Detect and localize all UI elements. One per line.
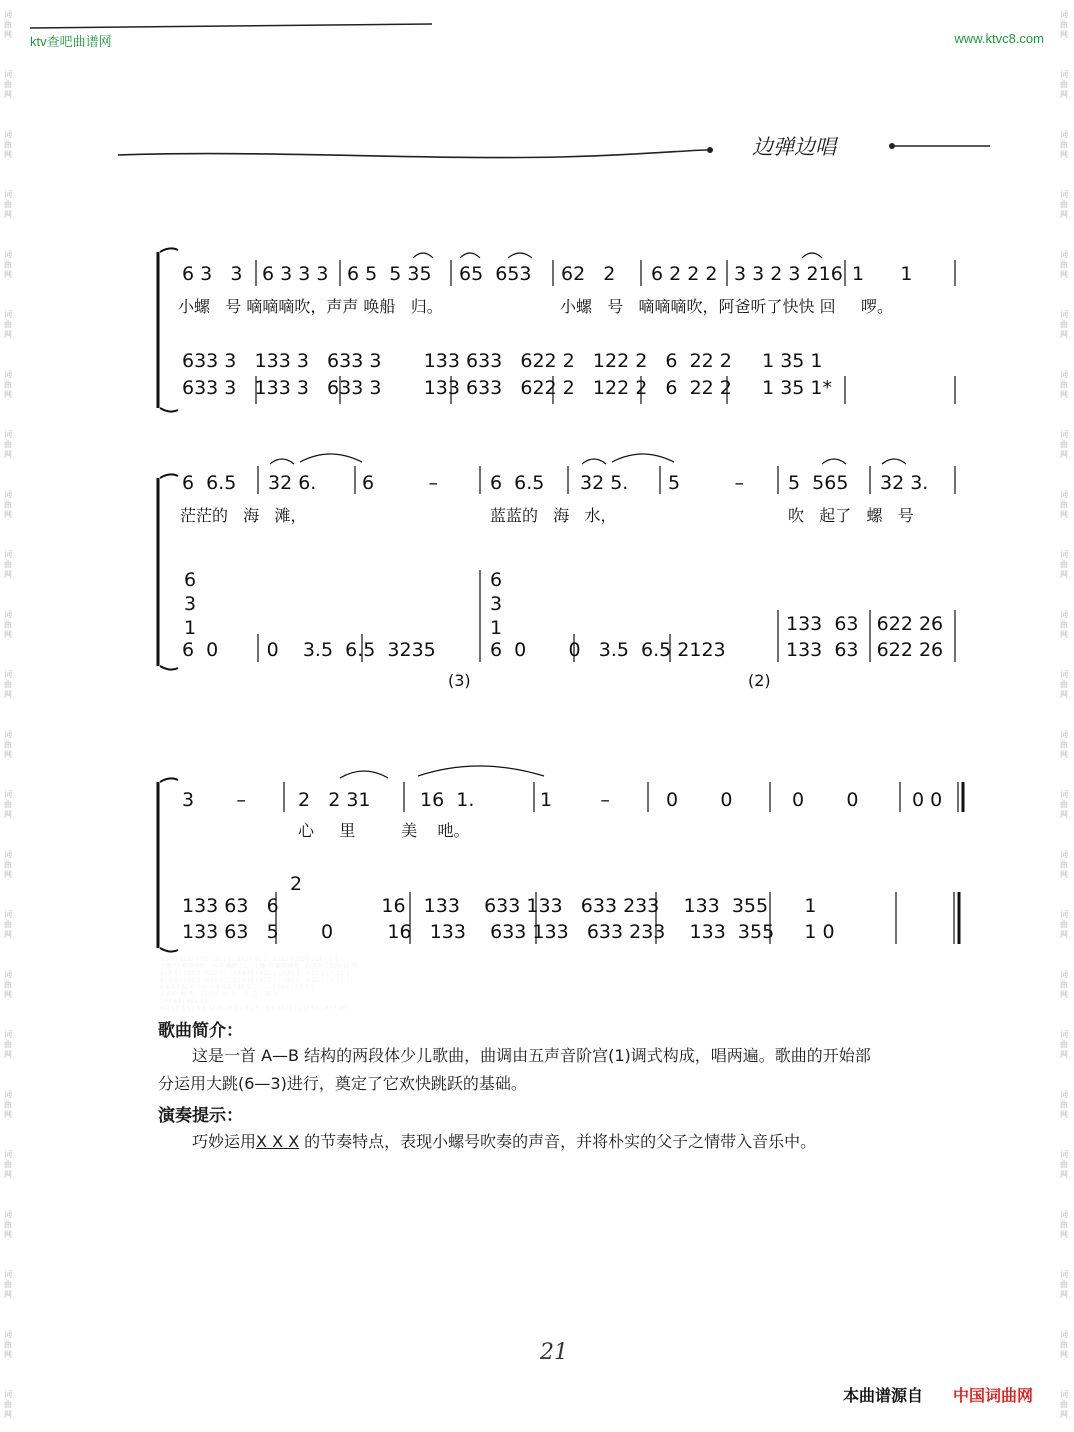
s2-melody: 6 6.5 | 32 6. | 6 - | 6 6.5 | 32 5. | 5 - | 5 565 | 32 3. | [160,984,315,991]
svg-text:6 3 3 3: 6 3 3 3 [262,263,329,285]
side-watermark-text: 词曲网 [4,670,12,699]
side-watermark-text: 词曲网 [4,1150,12,1179]
side-watermark-text: 词曲网 [1060,250,1068,279]
svg-text:6 –: 6 – [362,472,438,494]
side-watermark-text: 词曲网 [1060,1390,1068,1419]
svg-text:16 1.: 16 1. [420,789,475,811]
svg-text:1: 1 [490,617,503,639]
intro-line-2: 分运用大跳(6—3)进行，奠定了它欢快跳跃的基础。 [158,1074,527,1093]
svg-text:6 6.5: 6 6.5 [490,472,545,494]
tips-rhythm: X X X [256,1132,300,1151]
side-watermark-text: 词曲网 [1060,730,1068,759]
svg-text:0 0: 0 0 [666,789,733,811]
side-watermark-text: 词曲网 [4,10,12,39]
side-watermark-text: 词曲网 [4,790,12,819]
svg-text:5 –: 5 – [668,472,744,494]
svg-text:65 653: 65 653 [459,263,532,285]
svg-text:32 3.: 32 3. [880,472,929,494]
side-watermark-text: 词曲网 [4,190,12,219]
side-watermark-text: 词曲网 [4,250,12,279]
svg-text:0 0: 0 0 [912,789,943,811]
score-text-data [160,956,960,1012]
side-watermark-text: 词曲网 [1060,430,1068,459]
side-watermark-text: 词曲网 [1060,490,1068,519]
svg-text:(2): (2) [748,671,771,690]
svg-text:133 63 6 16: 133 63 6 16 133 633 133 633 233 133 355 1 [182,895,817,917]
svg-text:62 2: 62 2 [561,263,616,285]
side-watermark-text: 词曲网 [4,430,12,459]
svg-text:3: 3 [490,593,503,615]
svg-text:小螺 号 嘀嘀嘀吹，阿爸听了快快 回 啰。: 小螺 号 嘀嘀嘀吹，阿爸听了快快 回 啰。 [560,297,894,316]
svg-text:133 63 5 0 16: 133 63 5 0 16 133 633 133 633 233 133 355 1 0 [182,921,835,943]
side-watermark-text: 词曲网 [4,1330,12,1359]
s1-accomp-lower: 633 3 | 133 3 | 633 3 | 133 633 | 622 2 | 122 2 | 6 22 2 | 1 35 1* [160,977,353,984]
svg-text:1 1: 1 1 [852,263,913,285]
side-watermark-text: 词曲网 [4,850,12,879]
side-watermark-text: 词曲网 [4,550,12,579]
system-2 [158,454,955,690]
svg-text:6: 6 [184,569,197,591]
s1-lyrics: 小螺 号 嘀嘀嘀吹，声声 唤船 归。 小螺 号 嘀嘀嘀吹，阿爸听了快快 回 啰。 [160,963,364,970]
tips-line [192,1128,972,1156]
watermark-right: www.ktvc8.com [954,31,1044,46]
side-watermark-text: 词曲网 [4,1030,12,1059]
intro-line-1: 这是一首 A—B 结构的两段体少儿歌曲，曲调由五声音阶宫(1)调式构成，唱两遍。歌曲的开始部 [192,1046,871,1065]
side-watermark-text: 词曲网 [1060,790,1068,819]
svg-text:2: 2 [290,873,303,895]
svg-text:6 5 5 35: 6 5 5 35 [347,263,432,285]
s2-accomp-upper: 133 63 | 622 26 [160,998,208,1005]
svg-text:0 0: 0 0 [792,789,859,811]
side-watermark-text: 词曲网 [1060,370,1068,399]
side-watermark-text: 词曲网 [4,1210,12,1239]
source-label: 本曲谱源自 [843,1386,924,1405]
side-watermark-text: 词曲网 [1060,1210,1068,1239]
svg-text:5 565: 5 565 [788,472,849,494]
side-watermark-text: 词曲网 [1060,310,1068,339]
tips-suffix: 的节奏特点，表现小螺号吹奏的声音，并将朴实的父子之情带入音乐中。 [304,1132,817,1151]
svg-text:133 63 622 26: 133 63 622 26 [786,613,944,635]
svg-text:6 3 3: 6 3 3 [182,263,243,285]
side-watermark-text: 词曲网 [1060,970,1068,999]
svg-text:1 –: 1 – [540,789,610,811]
side-watermark-text: 词曲网 [4,1270,12,1299]
tips-prefix: 巧妙运用 [192,1132,257,1151]
svg-text:6 2 2 2: 6 2 2 2 [651,263,718,285]
side-watermark-text: 词曲网 [4,310,12,339]
side-watermark-text: 词曲网 [1060,70,1068,99]
side-watermark-text: 词曲网 [1060,1090,1068,1119]
side-watermark-text: 词曲网 [4,1390,12,1419]
svg-text:蓝蓝的 海 水，: 蓝蓝的 海 水， [490,506,617,525]
side-watermark-text: 词曲网 [1060,550,1068,579]
svg-text:3 3 2 3 216: 3 3 2 3 216 [734,263,843,285]
side-watermark-text: 词曲网 [1060,610,1068,639]
side-watermark-text: 词曲网 [4,370,12,399]
side-watermark-text: 词曲网 [4,910,12,939]
side-watermark-text: 词曲网 [1060,850,1068,879]
side-watermark-text: 词曲网 [4,730,12,759]
side-watermark-text: 词曲网 [4,130,12,159]
side-watermark-text: 词曲网 [4,490,12,519]
source-name: 中国词曲网 [953,1386,1034,1405]
intro-heading: 歌曲简介： [158,1021,243,1041]
svg-text:32 5.: 32 5. [580,472,629,494]
side-watermark-text: 词曲网 [1060,1030,1068,1059]
svg-text:2 2 31: 2 2 31 [298,789,371,811]
svg-text:6 0 0 3.5 6.5 323: 6 0 0 3.5 6.5 3235 [182,639,436,661]
svg-text:6 0 0 3.5 6.5 2123: 6 0 0 3.5 6.5 2123 [490,639,726,661]
tips-heading: 演奏提示： [158,1106,243,1126]
svg-text:133 63 622 26: 133 63 622 26 [786,639,944,661]
svg-text:1: 1 [184,617,197,639]
side-watermark-text: 词曲网 [4,970,12,999]
svg-text:32 6.: 32 6. [268,472,317,494]
side-watermark-text: 词曲网 [1060,1270,1068,1299]
svg-text:633 3 133 3 633 3 13: 633 3 133 3 633 3 133 633 622 2 122 2 6 22 2 1 35 1* [182,377,833,399]
svg-text:633 3 133 3 633 3 13: 633 3 133 3 633 3 133 633 622 2 122 2 6 22 2 1 35 1 [182,350,823,372]
s2-lyrics: 茫茫的 海 滩， 蓝蓝的 海 水， 吹 起了 螺 号 [160,991,280,998]
page-number: 21 [540,1340,568,1365]
s1-accomp-upper: 633 3 | 133 3 | 633 3 | 133 633 | 622 2 | 122 2 | 6 22 2 | 1 35 1 [160,970,350,977]
side-watermark-text: 词曲网 [4,70,12,99]
svg-text:6: 6 [490,569,503,591]
svg-text:3 –: 3 – [182,789,246,811]
side-watermark-text: 词曲网 [1060,1150,1068,1179]
svg-text:3: 3 [184,593,197,615]
s1-melody: 63 3 | 6333 | 65 535 | 65 653 | 62 2 | 6222 | 3323 216 | 1 1 | [160,956,343,963]
svg-text:心 里 美 吔。: 心 里 美 吔。 [298,821,470,840]
watermark-left: ktv查吧曲谱网 [30,34,112,49]
side-watermark-text: 词曲网 [1060,10,1068,39]
section-title: 边弹边唱 [752,135,836,159]
svg-text:(3): (3) [448,671,471,690]
side-watermark-text: 词曲网 [1060,1330,1068,1359]
system-3 [158,766,963,952]
side-watermark-text: 词曲网 [1060,670,1068,699]
side-watermark-text: 词曲网 [1060,910,1068,939]
svg-text:6 6.5: 6 6.5 [182,472,237,494]
svg-text:小螺 号 嘀嘀嘀吹，声声 唤船 归。: 小螺 号 嘀嘀嘀吹，声声 唤船 归。 [178,297,443,316]
side-watermark-text: 词曲网 [1060,130,1068,159]
side-watermark-text: 词曲网 [1060,190,1068,219]
system-1 [158,248,955,411]
svg-text:吹 起了 螺 号: 吹 起了 螺 号 [788,506,914,525]
svg-text:茫茫的 海 滩，: 茫茫的 海 滩， [180,506,307,525]
s2-accomp-lower: 6 0 | 0 3.5 | 6.5 3235 | 6 0 | 0 3.5 | 6.5 2123 | 133 63 | 622 26 [160,1005,346,1012]
side-watermark-text: 词曲网 [4,610,12,639]
side-watermark-text: 词曲网 [4,1090,12,1119]
